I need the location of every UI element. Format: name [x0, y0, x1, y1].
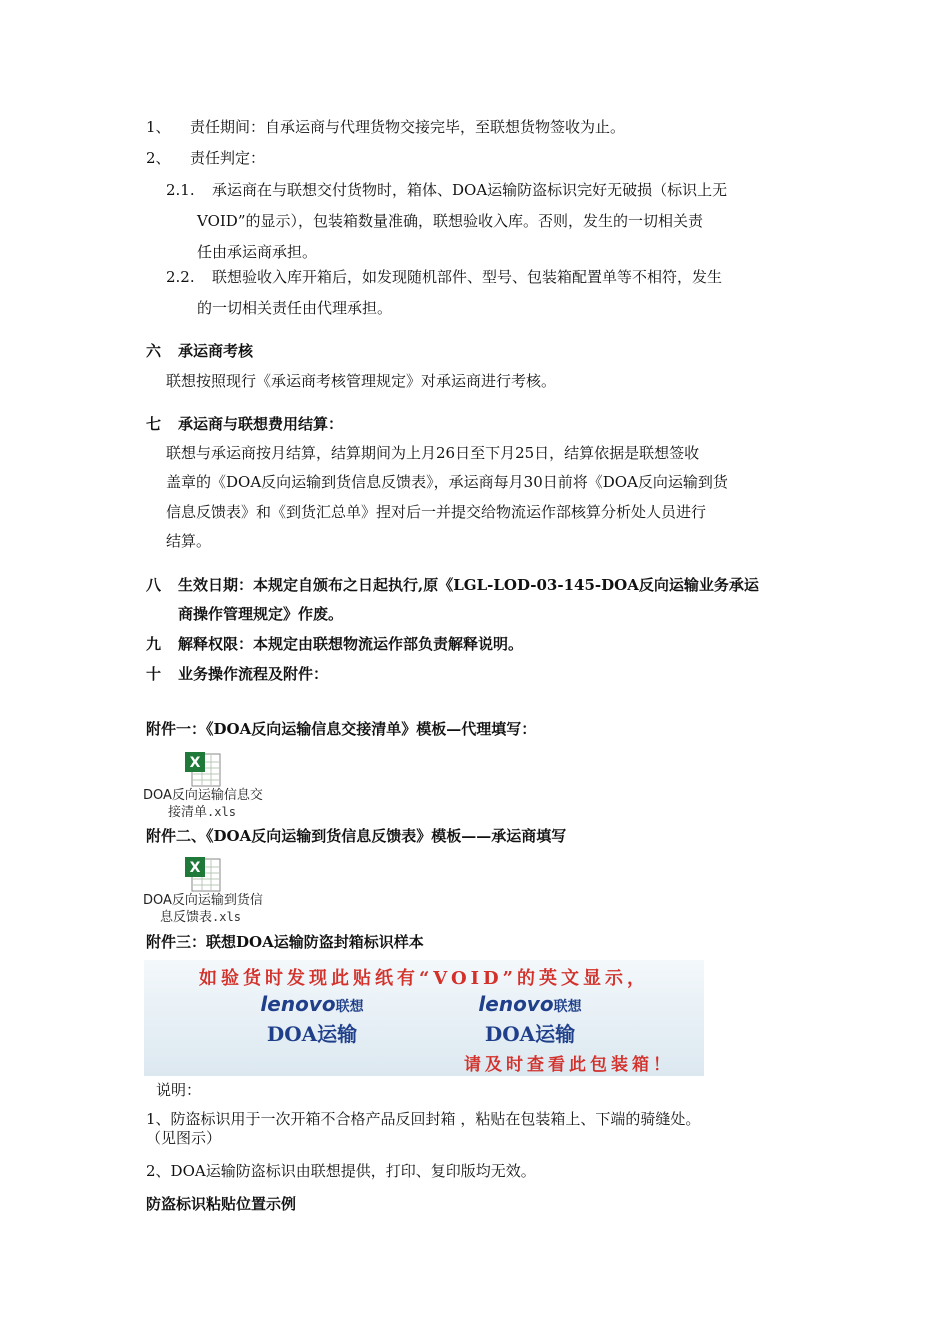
section-nine-text: 解释权限：本规定由联想物流运作部负责解释说明。: [178, 635, 524, 653]
sub-item-2-2-line-2: 的一切相关责任由代理承担。: [197, 299, 393, 317]
section-seven-title: 承运商与联想费用结算：: [178, 415, 344, 433]
section-eight-line-2: 商操作管理规定》作废。: [178, 605, 344, 623]
item-2: [146, 148, 266, 168]
section-seven-line-2: 盖章的《DOA反向运输到货信息反馈表》，承运商每月30日前将《DOA反向运输到货: [166, 473, 728, 491]
item-1: [146, 117, 626, 137]
excel-file-icon[interactable]: [184, 750, 224, 788]
seal-brand-right: [450, 992, 610, 1047]
attachment-two-filename-line-2: [160, 909, 241, 926]
attachment-one-filename-base: 接清单: [168, 805, 208, 820]
item-2-number: 2、: [146, 149, 171, 167]
attachment-three-title: 附件三：联想DOA运输防盗封箱标识样本: [146, 933, 424, 951]
section-seven-line-3: 信息反馈表》和《到货汇总单》捏对后一并提交给物流运作部核算分析处人员进行: [166, 503, 707, 521]
section-nine-number: 九: [146, 635, 162, 653]
attachment-two-title: 附件二、《DOA反向运输到货信息反馈表》模板——承运商填写: [146, 827, 567, 845]
lenovo-logo-cn: 联想: [335, 999, 364, 1015]
attachment-one-filename-line-2: [168, 804, 236, 821]
section-seven-line-4: 结算。: [166, 532, 212, 550]
note-1-line-2: （见图示）: [146, 1129, 222, 1147]
sub-item-2-1-line-1: 承运商在与联想交付货物时，箱体、DOA运输防盗标识完好无破损（标识上无: [212, 181, 728, 199]
notes-heading: 说明：: [156, 1081, 202, 1099]
attachment-two-filename-line-1: DOA反向运输到货信: [143, 893, 263, 908]
seal-check-text: 请及时查看此包装箱！: [464, 1055, 674, 1075]
item-2-text: 责任判定：: [190, 149, 266, 167]
lenovo-logo: lenovo: [260, 992, 336, 1016]
sub-item-2-1-line-3: 任由承运商承担。: [197, 243, 318, 261]
note-1-line-1: 1、防盗标识用于一次开箱不合格产品反回封箱 ，粘贴在包装箱上、下端的骑缝处。: [146, 1110, 701, 1128]
seal-warning-text: 如验货时发现此贴纸有“VOID”的英文显示，: [198, 968, 650, 989]
item-1-text: 责任期间：自承运商与代理货物交接完毕，至联想货物签收为止。: [190, 118, 626, 136]
item-1-number: 1、: [146, 118, 171, 136]
attachment-two-filename-ext: .xls: [212, 910, 241, 924]
section-seven-line-1: 联想与承运商按月结算，结算期间为上月26日至下月25日，结算依据是联想签收: [166, 444, 700, 462]
excel-file-icon[interactable]: [184, 855, 224, 893]
lenovo-logo: lenovo: [478, 992, 554, 1016]
attachment-one-title: 附件一：《DOA反向运输信息交接清单》模板—代理填写：: [146, 720, 537, 738]
note-2: 2、DOA运输防盗标识由联想提供，打印、复印版均无效。: [146, 1162, 536, 1180]
attachment-one-filename-ext: .xls: [207, 805, 236, 819]
section-eight-line-1: 生效日期：本规定自颁布之日起执行,原《LGL-LOD-03-145-DOA反向运输业务承运: [178, 576, 759, 594]
sub-item-2-2-number: 2.2.: [166, 268, 195, 286]
placement-example-heading: 防盗标识粘贴位置示例: [146, 1195, 297, 1213]
section-six-number: 六: [146, 342, 162, 360]
sub-item-2-1-line-2: VOID”的显示），包装箱数量准确，联想验收入库。否则，发生的一切相关责: [197, 212, 703, 230]
section-six-body: 联想按照现行《承运商考核管理规定》对承运商进行考核。: [166, 372, 557, 390]
seal-brand-left: [232, 992, 392, 1047]
section-ten-text: 业务操作流程及附件：: [178, 665, 329, 683]
lenovo-logo-cn: 联想: [553, 999, 582, 1015]
section-eight-number: 八: [146, 576, 162, 594]
sub-item-2-1-number: 2.1.: [166, 181, 195, 199]
seal-doa-label: DOA运输: [266, 1022, 358, 1046]
sub-item-2-2-line-1: 联想验收入库开箱后，如发现随机部件、型号、包装箱配置单等不相符，发生: [212, 268, 723, 286]
svg-text:X: X: [189, 755, 201, 771]
section-seven-number: 七: [146, 415, 162, 433]
attachment-two-filename-base: 息反馈表: [160, 910, 213, 925]
section-ten-number: 十: [146, 665, 162, 683]
anti-theft-seal-sample: [144, 960, 704, 1076]
seal-doa-label: DOA运输: [484, 1022, 576, 1046]
svg-text:X: X: [189, 860, 201, 876]
attachment-one-filename-line-1: DOA反向运输信息交: [143, 788, 263, 803]
section-six-title: 承运商考核: [178, 342, 254, 360]
